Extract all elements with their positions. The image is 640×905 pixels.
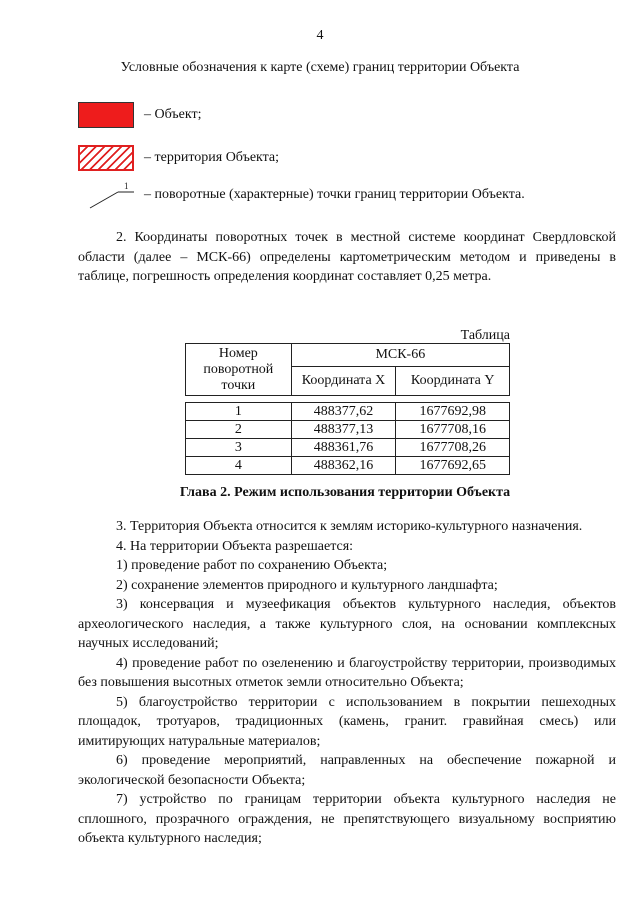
list-item: 5) благоустройство территории с использованием в покрытии пешеходных площадок, тротуаров, традиционных (камень, гранит. гравийная смесь) или имитирующих натуральные материалов; xyxy=(78,694,616,749)
table-label: Таблица xyxy=(460,328,510,343)
list-item: 1) проведение работ по сохранению Объекта; xyxy=(116,558,388,573)
list-item: 4) проведение работ по озеленению и благоустройству территории, производимых без повышения высотных отметок земли относительно Объекта; xyxy=(78,655,616,690)
cell-point: 4 xyxy=(186,457,292,475)
legend-text-territory: – территория Объекта; xyxy=(144,150,280,165)
legend-text-object: – Объект; xyxy=(144,107,202,122)
cell-point: 3 xyxy=(186,439,292,457)
cell-y: 1677708,16 xyxy=(396,421,510,439)
cell-point: 1 xyxy=(186,403,292,421)
list-item: 2) сохранение элементов природного и культурного ландшафта; xyxy=(116,577,498,593)
cell-y: 1677692,65 xyxy=(396,457,510,475)
list-item: 7) устройство по границам территории объекта культурного наследия не сплошного, прозрачного ограждения, не препятствующего визуальному восприятию объекта культурного наследия; xyxy=(78,792,616,846)
list-item: 3) консервация и музеефикация объектов культурного наследия, объектов археологического наследия, а также культурного слоя, на основании комплексных научных исследований; xyxy=(78,597,616,651)
red-hatched-rectangle-icon xyxy=(78,145,134,171)
red-filled-rectangle-icon xyxy=(78,102,134,128)
legend-text-points: – поворотные (характерные) точки границ территории Объекта. xyxy=(144,187,525,202)
chapter-2-body xyxy=(78,517,616,849)
legend-item-object xyxy=(78,100,201,130)
header-coord-x: Координата X xyxy=(291,367,396,396)
page-number: 4 xyxy=(316,28,324,43)
legend-title: Условные обозначения к карте (схеме) границ территории Объекта xyxy=(120,60,520,75)
list-item: 3. Территория Объекта относится к землям историко-культурного назначения. xyxy=(116,519,583,534)
cell-x: 488377,62 xyxy=(291,403,396,421)
turning-point-marker: 1 xyxy=(124,181,129,191)
list-item: 6) проведение мероприятий, направленных на обеспечение пожарной и экологической безопасности Объекта; xyxy=(78,753,616,788)
cell-y: 1677708,26 xyxy=(396,439,510,457)
legend-item-points xyxy=(78,180,525,210)
table-row xyxy=(186,403,510,421)
header-point-number: Номер поворотной точки xyxy=(186,344,292,396)
list-item: 4. На территории Объекта разрешается: xyxy=(116,538,354,554)
header-msk66: МСК-66 xyxy=(291,344,509,367)
table-row xyxy=(186,439,510,457)
table-row xyxy=(186,457,510,475)
header-coord-y: Координата Y xyxy=(396,367,510,396)
legend-item-territory xyxy=(78,143,279,173)
cell-x: 488377,13 xyxy=(291,421,396,439)
cell-y: 1677692,98 xyxy=(396,403,510,421)
cell-x: 488361,76 xyxy=(291,439,396,457)
cell-point: 2 xyxy=(186,421,292,439)
chapter-title: Глава 2. Режим использования территории Объекта xyxy=(179,485,511,500)
turning-point-leader-icon xyxy=(78,180,134,210)
paragraph-2: 2. Координаты поворотных точек в местной системе координат Свердловской области (далее – МСК-66) определены картометрическим методом и приведены в таблице, погрешность определения координат составляет 0,25 метра. xyxy=(78,230,616,284)
table-row xyxy=(186,421,510,439)
coordinates-table xyxy=(185,343,510,475)
cell-x: 488362,16 xyxy=(291,457,396,475)
